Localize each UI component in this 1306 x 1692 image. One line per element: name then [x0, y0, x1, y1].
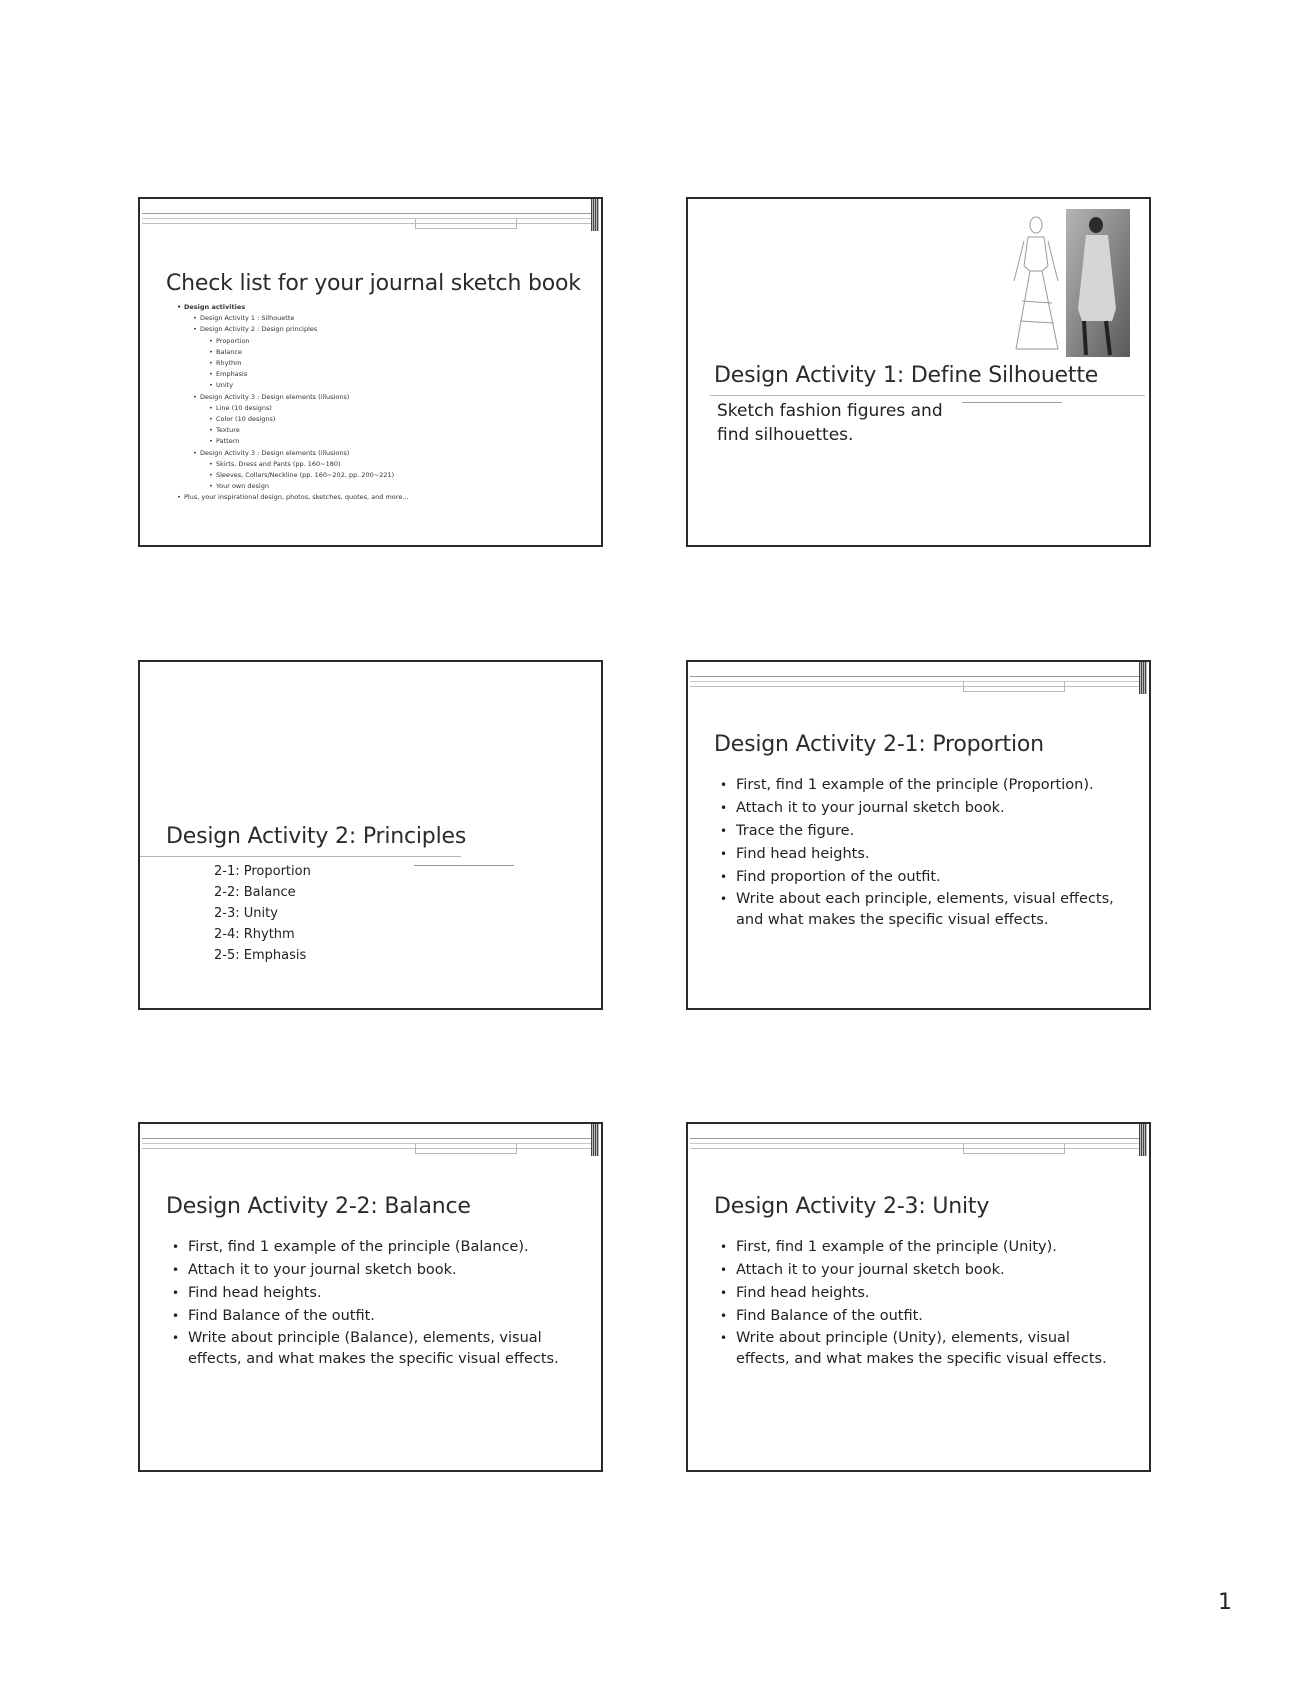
list-item: • Attach it to your journal sketch book. — [718, 797, 1128, 820]
slide-decoration — [688, 1124, 1149, 1164]
slide-title: Design Activity 2-1: Proportion — [714, 732, 1044, 757]
list-item: • Find head heights. — [170, 1282, 575, 1305]
list-item: • Find Balance of the outfit. — [718, 1305, 1123, 1328]
list-item: • Your own design — [184, 481, 409, 492]
list-item: • Design Activity 2 : Design principles — [184, 324, 409, 335]
slide-text-line: find silhouettes. — [717, 425, 854, 445]
list-item: • Proportion — [184, 336, 409, 347]
list-item: • Write about each principle, elements, visual effects, and what makes the specific visual effects. — [718, 889, 1128, 931]
list-item: 2-5: Emphasis — [214, 948, 307, 963]
fashion-sketch-image — [1006, 211, 1066, 351]
list-item: • Find head heights. — [718, 1282, 1123, 1305]
list-item: • Attach it to your journal sketch book. — [718, 1259, 1123, 1282]
slide-checklist — [138, 197, 603, 547]
list-item: • Find proportion of the outfit. — [718, 866, 1128, 889]
list-item: • First, find 1 example of the principle (Balance). — [170, 1236, 575, 1259]
list-item: 2-2: Balance — [214, 885, 296, 900]
list-item: • Unity — [184, 380, 409, 391]
list-item: 2-1: Proportion — [214, 864, 311, 879]
principles-list — [214, 861, 311, 966]
slide-silhouette — [686, 197, 1151, 547]
instructions-list — [170, 1236, 575, 1370]
slide-unity — [686, 1122, 1151, 1472]
list-item: • Emphasis — [184, 369, 409, 380]
list-item: • Write about principle (Unity), elements, visual effects, and what makes the specific visual effects. — [718, 1328, 1123, 1370]
list-item: • Texture — [184, 425, 409, 436]
instructions-list — [718, 1236, 1123, 1370]
slide-title: Design Activity 1: Define Silhouette — [714, 363, 1099, 388]
list-item: • First, find 1 example of the principle (Unity). — [718, 1236, 1123, 1259]
slide-balance — [138, 1122, 603, 1472]
list-item: • Line (10 designs) — [184, 403, 409, 414]
list-item: 2-4: Rhythm — [214, 927, 295, 942]
slide-title: Design Activity 2: Principles — [166, 824, 467, 849]
list-item: • Skirts, Dress and Pants (pp. 160~180) — [184, 459, 409, 470]
list-item: • Color (10 designs) — [184, 414, 409, 425]
slide-decoration — [688, 662, 1149, 702]
list-item: 2-3: Unity — [214, 906, 278, 921]
checklist — [184, 302, 409, 504]
list-item: • Design Activity 3 : Design elements (illusions) — [184, 392, 409, 403]
fashion-photo-image — [1066, 209, 1130, 357]
list-item: • Design Activity 3 : Design elements (illusions) — [184, 448, 409, 459]
list-item: • Balance — [184, 347, 409, 358]
slide-title: Design Activity 2-3: Unity — [714, 1194, 990, 1219]
list-item: • Design Activity 1 : Silhouette — [184, 313, 409, 324]
list-item: • Rhythm — [184, 358, 409, 369]
instructions-list — [718, 774, 1128, 931]
list-item: • Attach it to your journal sketch book. — [170, 1259, 575, 1282]
slide-decoration — [140, 1124, 601, 1164]
list-item: • Design activities — [184, 302, 409, 313]
slide-title: Design Activity 2-2: Balance — [166, 1194, 471, 1219]
page-number: 1 — [1218, 1590, 1232, 1615]
list-item: • Plus, your inspirational design, photos, sketches, quotes, and more… — [184, 492, 409, 503]
list-item: • Sleeves, Collars/Neckline (pp. 160~202, pp. 200~221) — [184, 470, 409, 481]
list-item: • Find Balance of the outfit. — [170, 1305, 575, 1328]
slide-text-line: Sketch fashion figures and — [717, 401, 943, 421]
list-item: • Write about principle (Balance), elements, visual effects, and what makes the specific visual effects. — [170, 1328, 575, 1370]
list-item: • Trace the figure. — [718, 820, 1128, 843]
slide-proportion — [686, 660, 1151, 1010]
slide-title: Check list for your journal sketch book — [166, 271, 581, 296]
slide-decoration — [140, 199, 601, 239]
slide-principles — [138, 660, 603, 1010]
list-item: • Find head heights. — [718, 843, 1128, 866]
list-item: • First, find 1 example of the principle (Proportion). — [718, 774, 1128, 797]
list-item: • Pattern — [184, 436, 409, 447]
